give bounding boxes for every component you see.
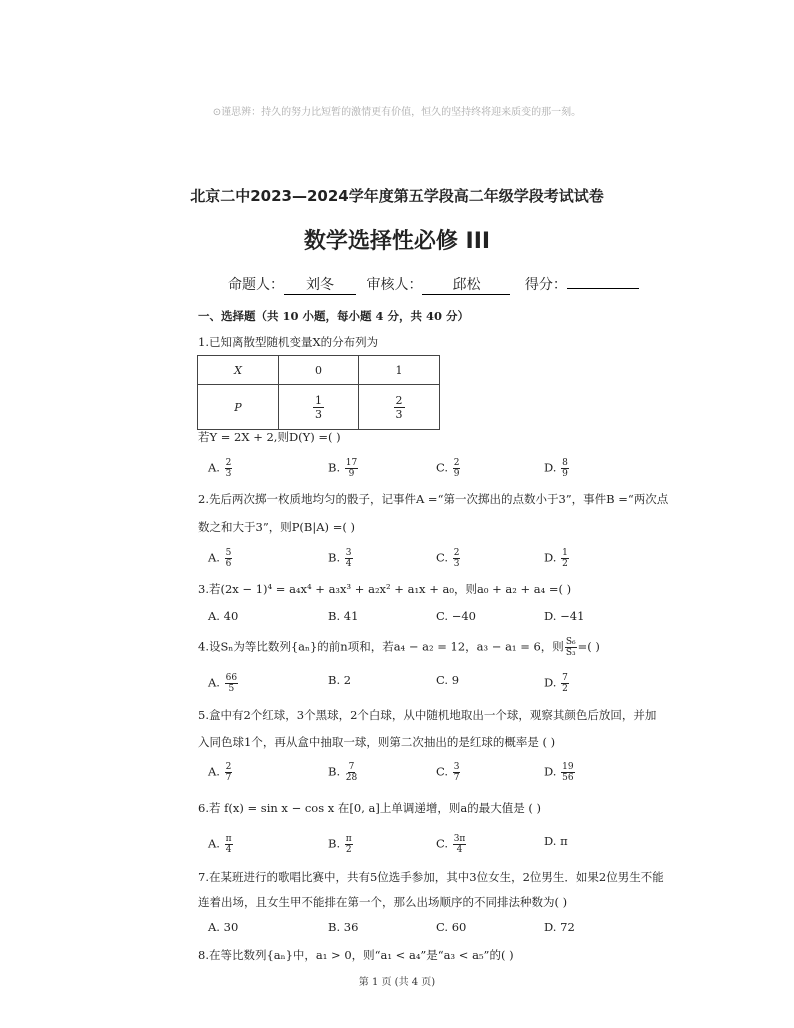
score-blank [567,288,639,289]
q4-stem: 4.设Sₙ为等比数列{aₙ}的前n项和，若a₄ − a₂ = 12，a₃ − a₁ = 6，则 $\frac{\text{S₆}}{\text{S₃}}$ =( ) [198,637,600,658]
table-cell: X [198,356,279,385]
q3-options [208,609,678,629]
table-cell: 1 [359,356,440,385]
option-b[interactable]: B. $\frac{7}{28}$ [328,762,358,783]
motto-header: ⊙谨思辨：持久的努力比短暂的激情更有价值，恒久的坚持终将迎来质变的那一刻。 [212,107,582,118]
q8-stem: 8.在等比数列{aₙ}中，a₁ > 0，则“a₁ < a₄”是“a₃ < a₅”的( ) [198,948,514,962]
q5-stem-line2: 入同色球1个，再从盒中抽取一球，则第二次抽出的是红球的概率是 ( ) [198,735,556,749]
reviewer-name: 邱松 [422,274,510,295]
q7-stem-line2: 连着出场，且女生甲不能排在第一个，那么出场顺序的不同排法种数为( ) [198,895,568,909]
q2-options [208,548,678,568]
option-b[interactable]: B. $\frac{17}{9}$ [328,458,358,479]
option-d[interactable]: D. 72 [544,920,575,934]
option-b[interactable]: B. $\frac{3}{4}$ [328,548,352,569]
q2-stem-line2: 数之和大于3”，则P(B|A) =( ) [198,520,355,534]
option-d[interactable]: D. π [544,834,568,848]
q5-options [208,762,678,782]
option-c[interactable]: C. $\frac{3}{7}$ [436,762,460,783]
table-cell: 0 [279,356,359,385]
page-footer: 第 1 页 (共 4 页) [358,977,436,988]
option-a[interactable]: A. $\frac{66}{5}$ [208,673,238,694]
score-label: 得分： [524,277,567,293]
q1-options [208,458,678,478]
exam-staff-line [228,274,639,295]
option-a[interactable]: A. $\frac{5}{6}$ [208,548,232,569]
q4-options [208,673,678,693]
option-c[interactable]: C. −40 [436,609,476,623]
option-d[interactable]: D. −41 [544,609,585,623]
q6-options [208,834,678,854]
option-c[interactable]: C. 60 [436,920,467,934]
option-a[interactable]: A. $\frac{2}{3}$ [208,458,232,479]
table-cell: $\frac{1}{3}$ [279,385,359,430]
option-b[interactable]: B. 41 [328,609,359,623]
q2-stem-line1: 2.先后两次掷一枚质地均匀的骰子，记事件A =“第一次掷出的点数小于3”，事件B =“两次点 [198,492,669,506]
author-label: 命题人： [228,277,284,293]
option-a[interactable]: A. 40 [208,609,239,623]
reviewer-label: 审核人： [366,277,423,293]
q6-stem: 6.若 f(x) = sin x − cos x 在[0, a]上单调递增，则a的最大值是 ( ) [198,801,542,815]
distribution-table [197,355,440,430]
option-d[interactable]: D. $\frac{1}{2}$ [544,548,568,569]
option-a[interactable]: A. $\frac{2}{7}$ [208,762,232,783]
q5-stem-line1: 5.盒中有2个红球，3个黑球，2个白球，从中随机地取出一个球，观察其颜色后放回，并加 [198,708,657,722]
option-c[interactable]: C. 9 [436,673,460,687]
q3-stem: 3.若(2x − 1)⁴ = a₄x⁴ + a₃x³ + a₂x² + a₁x + a₀，则a₀ + a₂ + a₄ =( ) [198,582,572,596]
q7-options [208,920,678,940]
table-cell: P [198,385,279,430]
author-name: 刘冬 [284,274,356,295]
option-b[interactable]: B. 36 [328,920,359,934]
table-cell: $\frac{2}{3}$ [359,385,440,430]
table-row [198,385,440,430]
q1-stem: 1.已知离散型随机变量X的分布列为 [198,335,379,349]
table-row [198,356,440,385]
school-title: 北京二中2023—2024学年度第五学段高二年级学段考试试卷 [190,187,604,205]
option-a[interactable]: A. $\frac{\pi}{4}$ [208,834,232,855]
option-c[interactable]: C. $\frac{2}{9}$ [436,458,460,479]
option-d[interactable]: D. $\frac{7}{2}$ [544,673,568,694]
option-c[interactable]: C. $\frac{2}{3}$ [436,548,460,569]
option-b[interactable]: B. $\frac{\pi}{2}$ [328,834,352,855]
option-c[interactable]: C. $\frac{3\pi}{4}$ [436,834,466,855]
q7-stem-line1: 7.在某班进行的歌唱比赛中，共有5位选手参加，其中3位女生，2位男生．如果2位男生不能 [198,870,664,884]
option-a[interactable]: A. 30 [208,920,239,934]
q1-condition: 若Y = 2X + 2,则D(Y) =( ) [198,430,341,444]
section-heading: 一、选择题（共 10 小题，每小题 4 分，共 40 分） [198,309,470,323]
option-d[interactable]: D. $\frac{8}{9}$ [544,458,568,479]
subject-title: 数学选择性必修 III [303,229,491,254]
option-d[interactable]: D. $\frac{19}{56}$ [544,762,574,783]
option-b[interactable]: B. 2 [328,673,352,687]
